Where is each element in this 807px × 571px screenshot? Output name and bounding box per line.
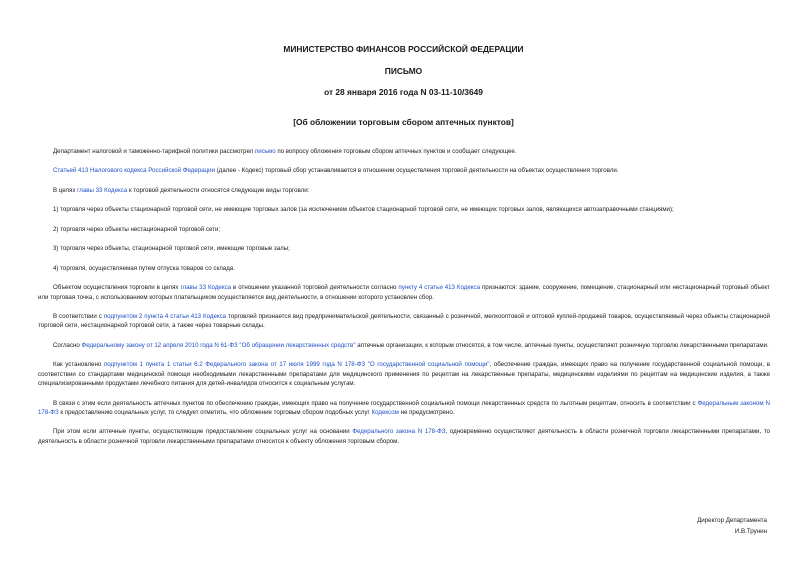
paragraph-text: 3) торговля через объекты, стационарной торговой сети, имеющие торговые залы;	[53, 245, 290, 253]
paragraph-text: , одновременно осуществляют деятельность в области розничной торговли лекарственными препаратами, то деятельность в области розничной торговли лекарственными препаратами относится к объекту обложения торговым сбором.	[38, 428, 770, 445]
paragraph-9	[38, 312, 770, 331]
signature-name: И.В.Трунин	[734, 528, 767, 535]
paragraph-text: 4) торговля, осуществляемая путем отпуска товаров со склада.	[53, 264, 235, 272]
signature-position: Директор Департамента	[697, 517, 767, 524]
paragraph-text: не предусмотрено.	[398, 408, 455, 416]
paragraph-1	[38, 147, 770, 156]
paragraph-text: В связи с этим если деятельность аптечных пунктов по обеспечению граждан, имеющих право на получение государственной социальной помощи лекарственных средств по льготным рецептам, относить в соответствии с	[53, 399, 698, 407]
link-point-4-article-413[interactable]: пункту 4 статьи 413 Кодекса	[398, 284, 480, 292]
paragraph-5	[38, 225, 770, 234]
paragraph-6	[38, 244, 770, 253]
paragraph-text: , обеспечение граждан, имеющих право на получение государственной социальной помощи, в соответствии со стандартами медицинской помощи необходимыми лекарственными препаратами для медицинского применения по рецептам на лекарственные препараты, медицинскими изделиями по рецептам на медицинские изделия, а также специализированными продуктами лечебного питания для детей-инвалидов относится к социальным услугам.	[38, 361, 770, 388]
paragraph-text: торговлей признается вид предпринимательской деятельности, связанный с розничной, мелкооптовой и оптовой куплей-продажей товаров, осуществляемый через объекты стационарной торговой сети, нестационарной торговой сети, а также через товарные склады.	[38, 313, 770, 330]
paragraph-text: к торговой деятельности относятся следующие виды торговли:	[127, 186, 310, 194]
link-article-413[interactable]: Статьей 413 Налогового кодекса Российской Федерации	[53, 167, 215, 175]
paragraph-text: В целях	[53, 186, 78, 194]
paragraph-text: В соответствии с	[53, 313, 104, 321]
paragraph-text: аптечные организации, к которым относятся, в том числе, аптечные пункты, осуществляют розничную торговлю лекарственными препаратами.	[355, 341, 769, 349]
link-law-178-fz[interactable]: Федерального закона N 178-ФЗ	[352, 428, 446, 436]
document-type: ПИСЬМО	[384, 66, 423, 76]
paragraph-3	[38, 186, 770, 195]
link-letter[interactable]: письмо	[254, 148, 276, 155]
paragraph-text: 1) торговля через объекты стационарной торговой сети, не имеющие торговых залов (за исключением объектов стационарной торговой сети, не имеющих торговых залов, являющихся автозаправочными станциями);	[53, 206, 674, 214]
document-date-number: от 28 января 2016 года N 03-11-10/3649	[324, 87, 483, 97]
paragraph-text: признаются: здание, сооружение, помещение, стационарный или нестационарный торговый объект или торговая точка, с использованием которых плательщиком осуществляется вид деятельности, в отношении которого установлен сбор.	[38, 284, 770, 301]
paragraph-11	[38, 360, 770, 388]
link-chapter-33[interactable]: главы 33 Кодекса	[180, 284, 232, 292]
link-chapter-33[interactable]: главы 33 Кодекса	[77, 186, 128, 194]
paragraph-text: Как установлено	[53, 361, 104, 369]
ministry-heading: МИНИСТЕРСТВО ФИНАНСОВ РОССИЙСКОЙ ФЕДЕРАЦИИ	[283, 44, 524, 54]
paragraph-text: Департамент налоговой и таможенно-тарифной политики рассмотрел	[53, 148, 255, 155]
paragraph-text: Объектом осуществления торговли в целях	[53, 284, 181, 292]
link-law-61-fz[interactable]: Федеральному закону от 12 апреля 2010 года N 61-ФЗ "Об обращении лекарственных средств"	[81, 341, 356, 349]
paragraph-4	[38, 205, 770, 214]
link-law-178-fz-article-6-2[interactable]: подпунктом 1 пункта 1 статьи 6.2 Федерального закона от 17 июля 1999 года N 178-ФЗ "О государственной социальной помощи"	[103, 361, 490, 369]
paragraph-text: При этом если аптечные пункты, осуществляющие предоставление социальных услуг на основании	[53, 428, 353, 436]
paragraph-text: по вопросу обложения торговым сбором аптечных пунктов и сообщает следующее.	[275, 148, 517, 155]
paragraph-8	[38, 283, 770, 302]
letter-body	[38, 147, 770, 446]
paragraph-12	[38, 399, 770, 418]
paragraph-text: (далее - Кодекс) торговый сбор устанавливается в отношении осуществления торговой деятельности на объектах осуществления торговли.	[215, 167, 619, 175]
document-subject: [Об обложении торговым сбором аптечных пунктов]	[293, 117, 514, 127]
paragraph-13	[38, 427, 770, 446]
paragraph-text: в отношении указанной торговой деятельности согласно	[231, 284, 399, 292]
link-law-178-fz[interactable]: Федеральным законом N 178-ФЗ	[38, 399, 770, 416]
paragraph-text: Согласно	[53, 341, 82, 349]
paragraph-10	[38, 341, 770, 350]
paragraph-2	[38, 166, 770, 175]
paragraph-7	[38, 264, 770, 273]
link-code[interactable]: Кодексом	[371, 408, 399, 416]
link-subpoint-2-point-4[interactable]: подпунктом 2 пункта 4 статьи 413 Кодекса	[103, 313, 227, 321]
paragraph-text: 2) торговля через объекты нестационарной торговой сети;	[53, 225, 221, 233]
paragraph-text: к предоставлению социальных услуг, то следует отметить, что обложение торговым сбором подобных услуг	[58, 408, 372, 416]
